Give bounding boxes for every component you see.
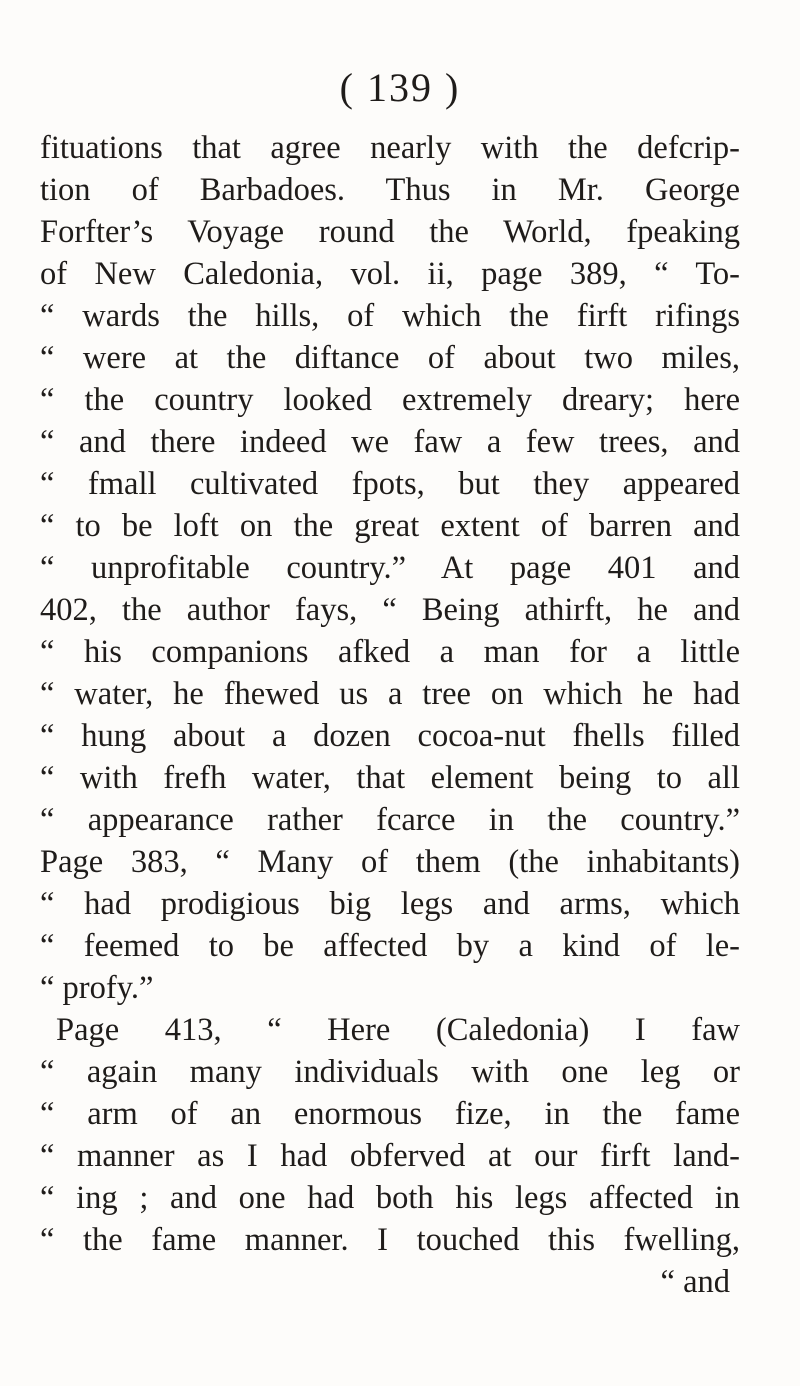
text-line: “ water, he fhewed us a tree on which he had xyxy=(40,676,740,712)
text-line: Page 383, “ Many of them (the inhabitants) xyxy=(40,844,740,880)
text-line: “ unprofitable country.” At page 401 and xyxy=(40,550,740,586)
text-line: tion of Barbadoes. Thus in Mr. George xyxy=(40,172,740,208)
text-line: “ manner as I had obferved at our firft land- xyxy=(40,1138,740,1174)
text-line: “ his companions afked a man for a little xyxy=(40,634,740,670)
text-line: “ fmall cultivated fpots, but they appeared xyxy=(40,466,740,502)
text-line: “ wards the hills, of which the firft rifings xyxy=(40,298,740,334)
text-line: “ hung about a dozen cocoa-nut fhells filled xyxy=(40,718,740,754)
text-line: “ were at the diftance of about two miles, xyxy=(40,340,740,376)
text-line: “ ing ; and one had both his legs affected in xyxy=(40,1180,740,1216)
text-line: Page 413, “ Here (Caledonia) I faw xyxy=(56,1012,740,1048)
text-line: fituations that agree nearly with the defcrip- xyxy=(40,130,740,166)
text-line: “ again many individuals with one leg or xyxy=(40,1054,740,1090)
text-line: “ appearance rather fcarce in the country.” xyxy=(40,802,740,838)
text-line: “ to be loft on the great extent of barren and xyxy=(40,508,740,544)
body-text xyxy=(40,127,740,1303)
text-line: “ had prodigious big legs and arms, which xyxy=(40,886,740,922)
text-line: “ arm of an enormous fize, in the fame xyxy=(40,1096,740,1132)
text-line: “ with frefh water, that element being to all xyxy=(40,760,740,796)
text-line: “ and there indeed we faw a few trees, and xyxy=(40,424,740,460)
text-line: “ feemed to be affected by a kind of le- xyxy=(40,928,740,964)
page-number: ( 139 ) xyxy=(339,65,461,110)
text-line: “ the country looked extremely dreary; here xyxy=(40,382,740,418)
text-line: of New Caledonia, vol. ii, page 389, “ To- xyxy=(40,256,740,292)
text-line: 402, the author fays, “ Being athirft, he and xyxy=(40,592,740,628)
text-line: Forfter’s Voyage round the World, fpeaking xyxy=(40,214,740,250)
catchword: “ and xyxy=(660,1264,730,1300)
text-line: “ the fame manner. I touched this fwelling, xyxy=(40,1222,740,1258)
text-line: “ profy.” xyxy=(40,970,154,1006)
